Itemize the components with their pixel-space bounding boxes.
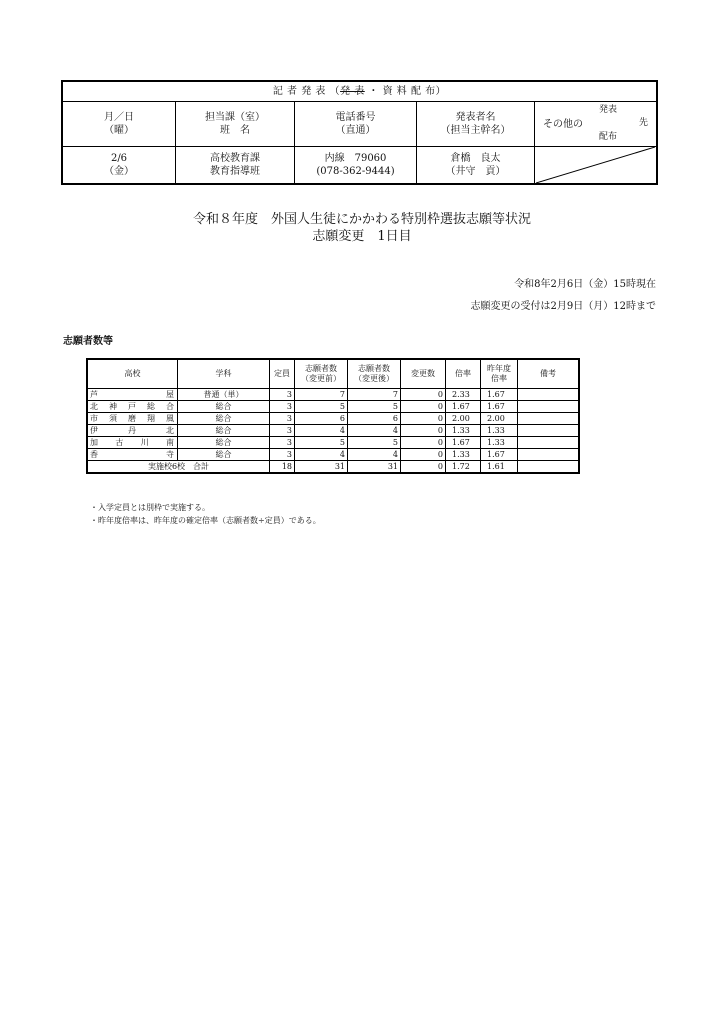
col-course: 学科 bbox=[178, 359, 270, 389]
col-capacity: 定員 bbox=[270, 359, 295, 389]
table-row bbox=[87, 389, 579, 401]
dept-value: 高校教育課 教育指導班 bbox=[176, 147, 295, 183]
cell-capacity: 3 bbox=[270, 437, 295, 449]
cell-course: 総合 bbox=[178, 413, 270, 425]
total-label: 実施校6校 合計 bbox=[87, 461, 270, 474]
total-before: 31 bbox=[295, 461, 348, 474]
cell-last: 1.67 bbox=[481, 389, 518, 401]
cell-note bbox=[518, 389, 580, 401]
cell-before: 5 bbox=[295, 437, 348, 449]
page-subtitle: 志願変更 1日目 bbox=[312, 229, 412, 244]
col-note: 備考 bbox=[518, 359, 580, 389]
note-1: ・入学定員とは別枠で実施する。 bbox=[90, 503, 210, 512]
date-header: 月／日 （曜） bbox=[63, 102, 176, 146]
cell-school: 芦屋 bbox=[87, 389, 178, 401]
title-suffix: ・ 資 料 配 布） bbox=[364, 86, 447, 97]
cell-school: 北神戸総合 bbox=[87, 401, 178, 413]
table-row bbox=[87, 401, 579, 413]
total-after: 31 bbox=[348, 461, 401, 474]
cell-rate: 2.33 bbox=[446, 389, 481, 401]
cell-note bbox=[518, 401, 580, 413]
as-of-date: 令和8年2月6日（金）15時現在 bbox=[514, 279, 656, 290]
total-change: 0 bbox=[401, 461, 446, 474]
presenter-value: 倉橋 良太 （井守 貢） bbox=[417, 147, 535, 183]
cell-rate: 1.33 bbox=[446, 425, 481, 437]
cell-capacity: 3 bbox=[270, 449, 295, 461]
table-header-row bbox=[87, 359, 579, 389]
presenter-header: 発表者名 （担当主幹名） bbox=[417, 102, 535, 146]
cell-note bbox=[518, 425, 580, 437]
table-total-row bbox=[87, 461, 579, 474]
cell-last: 1.33 bbox=[481, 425, 518, 437]
cell-course: 総合 bbox=[178, 449, 270, 461]
col-after: 志願者数 （変更後） bbox=[348, 359, 401, 389]
phone-header: 電話番号 （直通） bbox=[295, 102, 417, 146]
page-title: 令和８年度 外国人生徒にかかわる特別枠選抜志願等状況 bbox=[192, 212, 531, 227]
cell-before: 6 bbox=[295, 413, 348, 425]
applicants-table bbox=[86, 358, 580, 474]
col-school: 高校 bbox=[87, 359, 178, 389]
date-value: 2/6 （金） bbox=[63, 147, 176, 183]
cell-after: 4 bbox=[348, 449, 401, 461]
cell-course: 総合 bbox=[178, 437, 270, 449]
notes bbox=[90, 501, 321, 527]
total-rate: 1.72 bbox=[446, 461, 481, 474]
cell-change: 0 bbox=[401, 437, 446, 449]
cell-capacity: 3 bbox=[270, 425, 295, 437]
press-release-title bbox=[63, 82, 656, 102]
cell-rate: 2.00 bbox=[446, 413, 481, 425]
col-before: 志願者数 （変更前） bbox=[295, 359, 348, 389]
table-row bbox=[87, 449, 579, 461]
cell-capacity: 3 bbox=[270, 413, 295, 425]
cell-change: 0 bbox=[401, 449, 446, 461]
cell-rate: 1.33 bbox=[446, 449, 481, 461]
dept-header: 担当課（室） 班 名 bbox=[176, 102, 295, 146]
cell-last: 1.33 bbox=[481, 437, 518, 449]
cell-course: 総合 bbox=[178, 425, 270, 437]
total-last: 1.61 bbox=[481, 461, 518, 474]
cell-after: 4 bbox=[348, 425, 401, 437]
cell-change: 0 bbox=[401, 389, 446, 401]
cell-note bbox=[518, 413, 580, 425]
cell-school: 香寺 bbox=[87, 449, 178, 461]
cell-change: 0 bbox=[401, 425, 446, 437]
cell-change: 0 bbox=[401, 401, 446, 413]
cell-rate: 1.67 bbox=[446, 437, 481, 449]
cell-course: 総合 bbox=[178, 401, 270, 413]
total-note bbox=[518, 461, 580, 474]
header-labels-row bbox=[63, 102, 656, 147]
col-rate: 倍率 bbox=[446, 359, 481, 389]
deadline-note: 志願変更の受付は2月9日（月）12時まで bbox=[470, 301, 656, 312]
section-heading: 志願者数等 bbox=[63, 336, 113, 347]
cell-school: 加古川南 bbox=[87, 437, 178, 449]
other-value-diagonal bbox=[535, 147, 656, 183]
cell-before: 7 bbox=[295, 389, 348, 401]
cell-last: 1.67 bbox=[481, 401, 518, 413]
cell-course: 普通（単） bbox=[178, 389, 270, 401]
cell-capacity: 3 bbox=[270, 401, 295, 413]
cell-before: 4 bbox=[295, 425, 348, 437]
note-2: ・昨年度倍率は、昨年度の確定倍率（志願者数÷定員）である。 bbox=[90, 516, 321, 525]
cell-after: 7 bbox=[348, 389, 401, 401]
table-row bbox=[87, 413, 579, 425]
col-change: 変更数 bbox=[401, 359, 446, 389]
diagonal-line bbox=[536, 147, 655, 183]
phone-value: 内線 79060 (078-362-9444) bbox=[295, 147, 417, 183]
cell-rate: 1.67 bbox=[446, 401, 481, 413]
cell-note bbox=[518, 437, 580, 449]
table-row bbox=[87, 425, 579, 437]
table-row bbox=[87, 437, 579, 449]
cell-school: 市須磨翔風 bbox=[87, 413, 178, 425]
cell-last: 2.00 bbox=[481, 413, 518, 425]
title-prefix: 記 者 発 表 （ bbox=[272, 86, 341, 97]
cell-after: 5 bbox=[348, 437, 401, 449]
total-capacity: 18 bbox=[270, 461, 295, 474]
cell-after: 6 bbox=[348, 413, 401, 425]
press-release-header bbox=[61, 80, 658, 185]
other-header: その他の 発表 配布 先 bbox=[543, 105, 649, 142]
cell-school: 伊丹北 bbox=[87, 425, 178, 437]
cell-after: 5 bbox=[348, 401, 401, 413]
title-strike: 発 表 bbox=[340, 86, 365, 97]
cell-last: 1.67 bbox=[481, 449, 518, 461]
cell-note bbox=[518, 449, 580, 461]
cell-before: 4 bbox=[295, 449, 348, 461]
col-last-rate: 昨年度 倍率 bbox=[481, 359, 518, 389]
cell-capacity: 3 bbox=[270, 389, 295, 401]
cell-before: 5 bbox=[295, 401, 348, 413]
cell-change: 0 bbox=[401, 413, 446, 425]
header-values-row bbox=[63, 147, 656, 183]
